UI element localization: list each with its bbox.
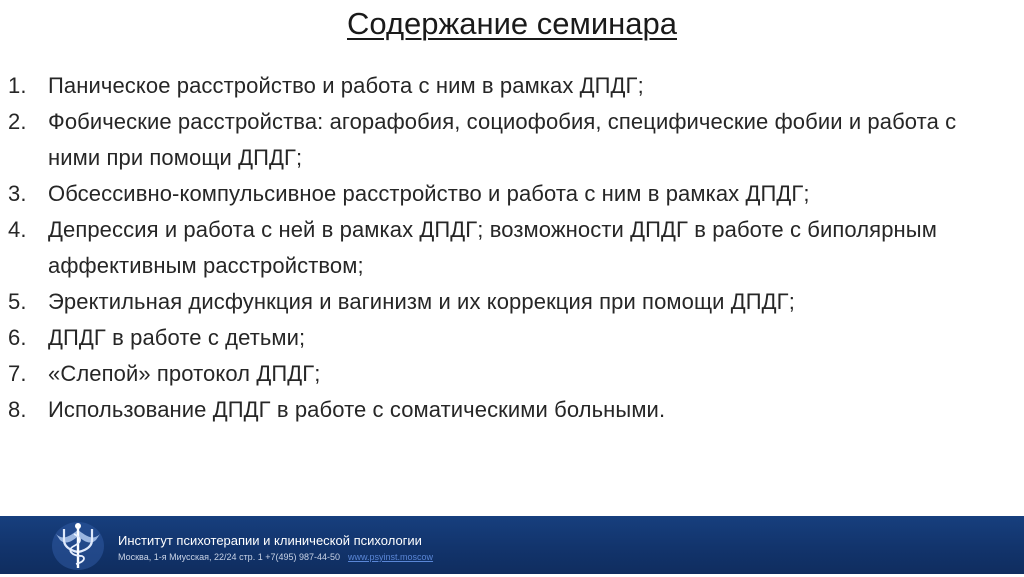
- agenda-item: [8, 392, 1013, 428]
- agenda-item-text: Паническое расстройство и работа с ним в рамках ДПДГ;: [48, 73, 644, 98]
- agenda-item-number: 6.: [8, 325, 27, 350]
- agenda-item-text: «Слепой» протокол ДПДГ;: [48, 361, 321, 386]
- agenda-item-number: 8.: [8, 397, 27, 422]
- footer-address: Москва, 1-я Миусская, 22/24 стр. 1 +7(495) 987-44-50: [118, 552, 341, 562]
- footer-website-link[interactable]: www.psyinst.moscow: [348, 552, 434, 562]
- footer-organization-name: Институт психотерапии и клинической психологии: [118, 533, 422, 548]
- agenda-item-number: 3.: [8, 181, 27, 206]
- agenda-item: [8, 356, 1013, 392]
- footer-bar: [0, 516, 1024, 574]
- agenda-item-number: 7.: [8, 361, 27, 386]
- agenda-item-number: 4.: [8, 217, 27, 242]
- slide-title: Содержание семинара: [347, 6, 677, 41]
- agenda-item: [8, 176, 1013, 212]
- agenda-item-text: Эректильная дисфункция и вагинизм и их коррекция при помощи ДПДГ;: [48, 289, 795, 314]
- caduceus-psi-logo-icon: [50, 520, 106, 572]
- agenda-item: [8, 320, 1013, 356]
- agenda-item: [8, 284, 1013, 320]
- footer-contact-row: [118, 552, 433, 563]
- agenda-item-number: 5.: [8, 289, 27, 314]
- agenda-item-number: 2.: [8, 109, 27, 134]
- agenda-item-text: ДПДГ в работе с детьми;: [48, 325, 306, 350]
- agenda-item-text: Использование ДПДГ в работе с соматическими больными.: [48, 397, 666, 422]
- agenda-item-text: Депрессия и работа с ней в рамках ДПДГ; возможности ДПДГ в работе с биполярным аффективным расстройством;: [48, 217, 937, 278]
- agenda-item-text: Фобические расстройства: агорафобия, социофобия, специфические фобии и работа с ними при помощи ДПДГ;: [48, 109, 957, 170]
- agenda-item: [8, 212, 1013, 284]
- agenda-list: [8, 68, 1013, 428]
- agenda-item: [8, 68, 1013, 104]
- agenda-item: [8, 104, 1013, 176]
- agenda-item-number: 1.: [8, 73, 27, 98]
- agenda-item-text: Обсессивно-компульсивное расстройство и работа с ним в рамках ДПДГ;: [48, 181, 810, 206]
